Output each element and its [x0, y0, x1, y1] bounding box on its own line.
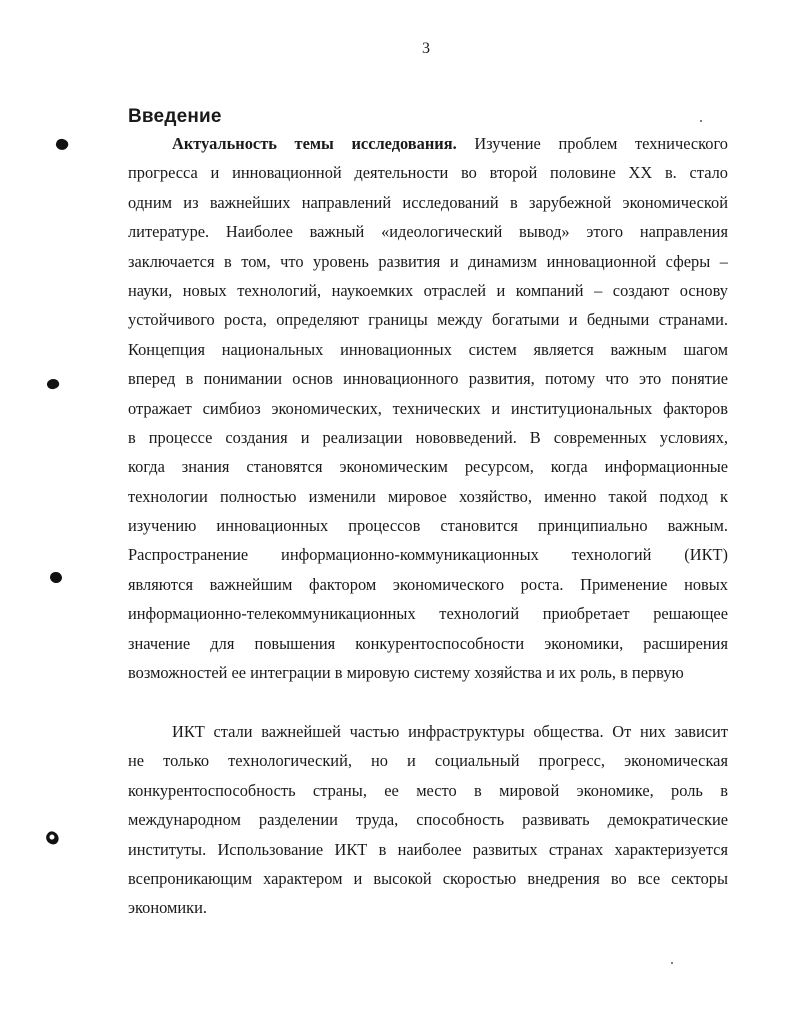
paragraph-line: [128, 129, 728, 158]
paragraph-line: одним из важнейших направлений исследований в зарубежной экономической: [128, 192, 728, 212]
paragraph-line: вперед в понимании основ инновационного развития, потому что это понятие: [128, 369, 728, 389]
paragraph-line: отражает симбиоз экономических, технических и институциональных факторов: [128, 398, 728, 418]
scan-mark: [46, 377, 61, 391]
paragraph-line: ИКТ стали важнейшей частью инфраструктуры общества. От них зависит: [172, 722, 728, 741]
paragraph-line: значение для повышения конкурентоспособности экономики, расширения: [128, 633, 728, 653]
scan-mark: [54, 137, 70, 152]
paragraph-line: изучению инновационных процессов становится принципиально важным.: [128, 516, 728, 536]
paragraph-line: Распространение информационно-коммуникационных технологий (ИКТ): [128, 545, 728, 565]
paragraph-line: возможностей ее интеграции в мировую систему хозяйства и их роль, в первую: [128, 663, 684, 683]
paragraph-line: всепроникающим характером и высокой скоростью внедрения во все секторы: [128, 868, 728, 888]
paragraph-line: литературе. Наиболее важный «идеологический вывод» этого направления: [128, 222, 728, 242]
paragraph-line: технологии полностью изменили мировое хозяйство, именно такой подход к: [128, 486, 728, 506]
paragraph-lead: Актуальность темы исследования.: [172, 134, 457, 153]
paragraph-line: прогресса и инновационной деятельности во второй половине XX в. стало: [128, 163, 728, 183]
paragraph-line: устойчивого роста, определяют границы между богатыми и бедными странами.: [128, 310, 728, 330]
paragraph-line: науки, новых технологий, наукоемких отраслей и компаний – создают основу: [128, 280, 728, 300]
page-number: 3: [422, 40, 430, 57]
paragraph-line: экономики.: [128, 898, 207, 918]
section-heading: Введение: [128, 106, 222, 127]
paragraph-line: информационно-телекоммуникационных технологий приобретает решающее: [128, 604, 728, 624]
paragraph-line: Концепция национальных инновационных систем является важным шагом: [128, 339, 728, 359]
paragraph-line: заключается в том, что уровень развития и динамизм инновационной сферы –: [128, 251, 728, 271]
scan-mark: [44, 829, 62, 846]
paragraph-line: в процессе создания и реализации нововведений. В современных условиях,: [128, 427, 728, 447]
paragraph-line: международном разделении труда, способность развивать демократические: [128, 810, 728, 830]
paragraph-line: являются важнейшим фактором экономического роста. Применение новых: [128, 574, 728, 594]
paragraph-line: не только технологический, но и социальный прогресс, экономическая: [128, 751, 728, 771]
scan-mark: [49, 571, 63, 585]
paragraph-line: институты. Использование ИКТ в наиболее развитых странах характеризуется: [128, 839, 728, 859]
paragraph-line: конкурентоспособность страны, ее место в мировой экономике, роль в: [128, 780, 728, 800]
paragraph-ict: [128, 717, 728, 923]
scan-speck: [671, 962, 673, 964]
paragraph-relevance: [128, 129, 728, 687]
paragraph-line: когда знания становятся экономическим ресурсом, когда информационные: [128, 457, 728, 477]
scan-speck: [700, 120, 702, 122]
paragraph-line-text: Изучение проблем технического: [456, 134, 728, 153]
